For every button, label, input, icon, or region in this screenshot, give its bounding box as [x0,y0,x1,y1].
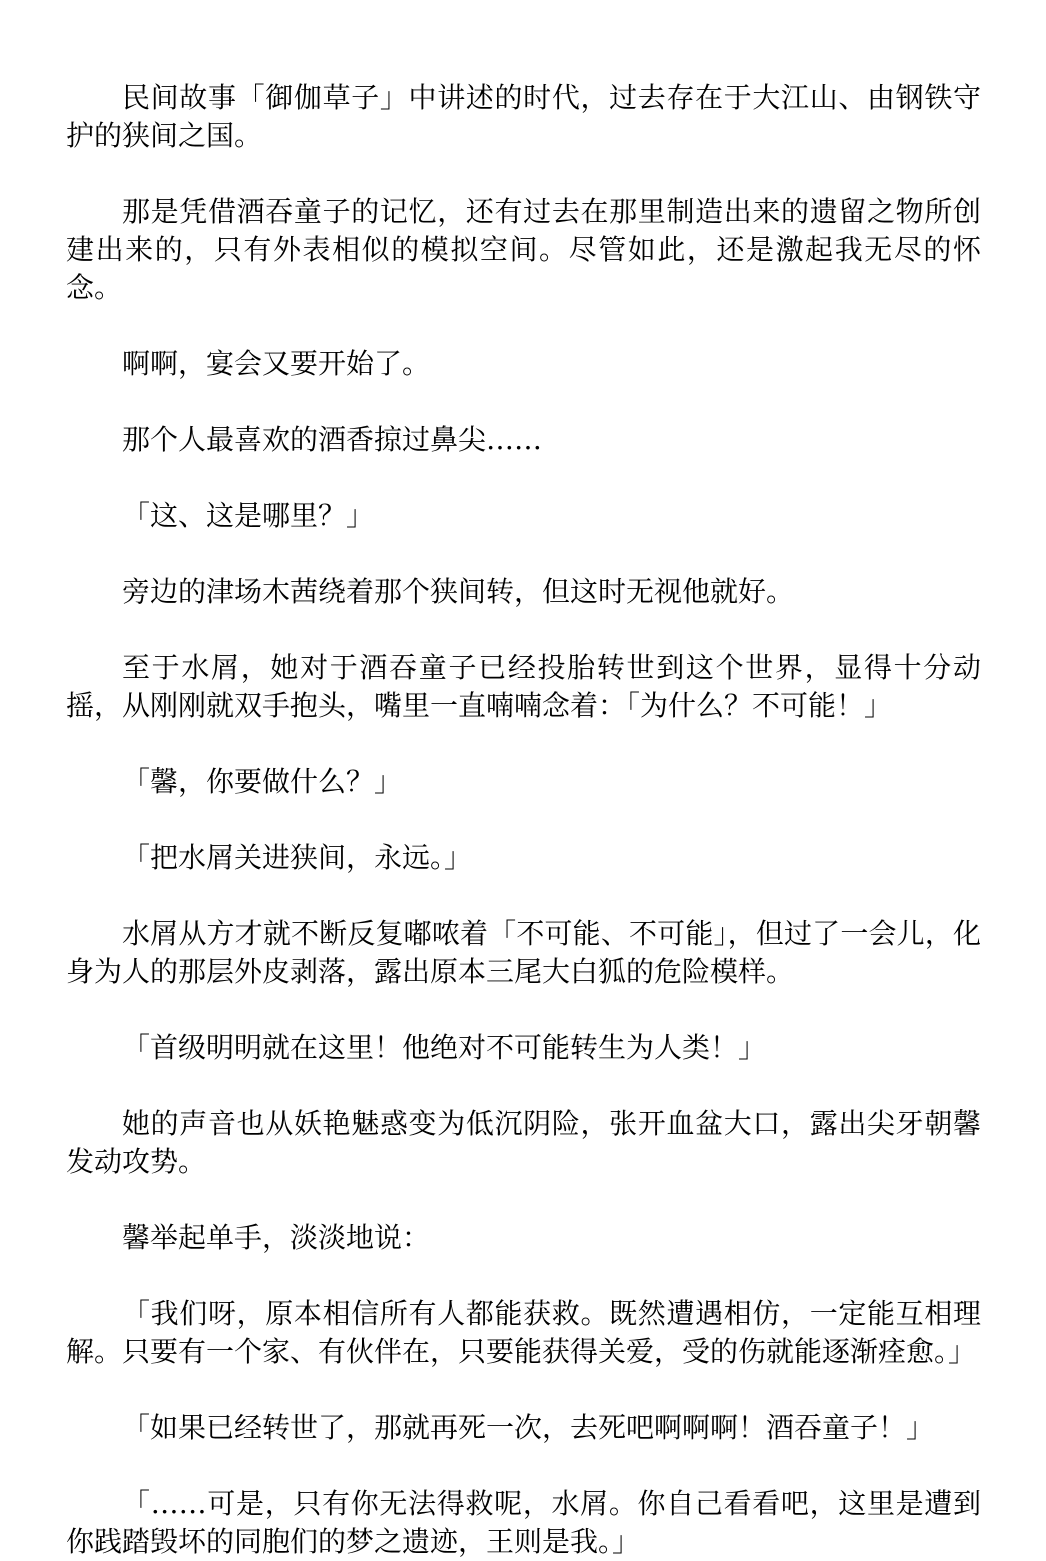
paragraph: 「首级明明就在这里！他绝对不可能转生为人类！」 [122,1031,767,1064]
paragraph: 「如果已经转世了，那就再死一次，去死吧啊啊啊！酒吞童子！」 [122,1411,935,1444]
paragraph: 啊啊，宴会又要开始了。 [122,347,431,380]
paragraph: 「把水屑关进狭间，永远。」 [122,841,473,874]
paragraph: 她的声音也从妖艳魅惑变为低沉阴险，张开血盆大口，露出尖牙朝馨发动攻势。 [66,1107,981,1178]
paragraph: 「……可是，只有你无法得救呢，水屑。你自己看看吧，这里是遭到你践踏毁坏的同胞们的梦之遗迹，王则是我。」 [66,1487,981,1558]
document-page [66,79,981,1561]
paragraph: 旁边的津场木茜绕着那个狭间转，但这时无视他就好。 [122,575,795,608]
paragraph: 「我们呀，原本相信所有人都能获救。既然遭遇相仿，一定能互相理解。只要有一个家、有伙伴在，只要能获得关爱，受的伤就能逐渐痊愈。」 [66,1297,981,1368]
paragraph: 那个人最喜欢的酒香掠过鼻尖…… [122,423,543,456]
paragraph: 「这、这是哪里？」 [122,499,375,532]
paragraph: 馨举起单手，淡淡地说： [122,1221,431,1254]
paragraph: 那是凭借酒吞童子的记忆，还有过去在那里制造出来的遗留之物所创建出来的，只有外表相似的模拟空间。尽管如此，还是激起我无尽的怀念。 [66,195,981,304]
paragraph: 民间故事「御伽草子」中讲述的时代，过去存在于大江山、由钢铁守护的狭间之国。 [66,81,981,152]
paragraph: 水屑从方才就不断反复嘟哝着「不可能、不可能」，但过了一会儿，化身为人的那层外皮剥落，露出原本三尾大白狐的危险模样。 [66,917,981,988]
paragraph: 「馨，你要做什么？」 [122,765,403,798]
paragraph: 至于水屑，她对于酒吞童子已经投胎转世到这个世界，显得十分动摇，从刚刚就双手抱头，嘴里一直喃喃念着：「为什么？不可能！」 [66,651,981,722]
